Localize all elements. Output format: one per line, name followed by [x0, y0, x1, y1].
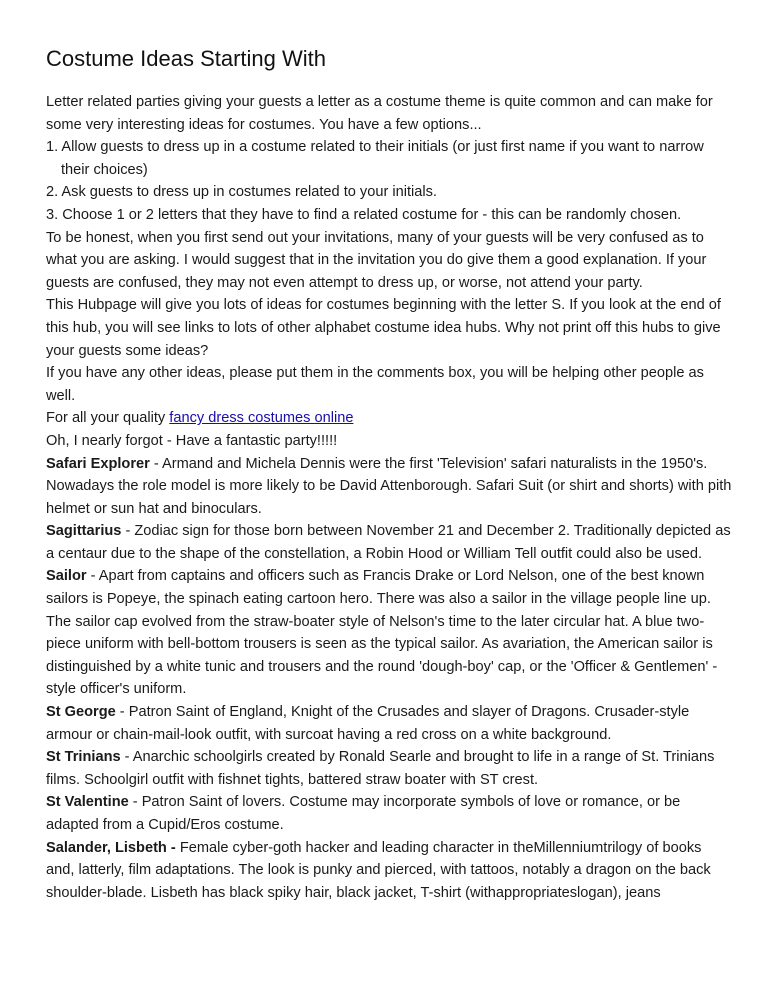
costume-entry	[46, 701, 732, 746]
costume-entry	[46, 837, 732, 905]
intro-paragraph: Letter related parties giving your guests a letter as a costume theme is quite common and can make for some very interesting ideas for costumes. You have a few options...	[46, 94, 713, 133]
entry-description: - Patron Saint of lovers. Costume may incorporate symbols of love or romance, or be adapted from a Cupid/Eros costume.	[46, 794, 681, 833]
entry-description: - Zodiac sign for those born between November 21 and December 2. Traditionally depicted as a centaur due to the shape of the constellation, a Robin Hood or William Tell outfit could also be used.	[46, 523, 731, 562]
entry-name: Salander, Lisbeth -	[46, 839, 176, 856]
entry-description: - Patron Saint of England, Knight of the Crusades and slayer of Dragons. Crusader-style armour or chain-mail-look outfit, with surcoat having a red cross on a white background.	[46, 704, 690, 743]
fancy-dress-costumes-link[interactable]: fancy dress costumes online	[169, 410, 354, 427]
costume-entry	[46, 520, 732, 565]
entry-name: Sailor	[46, 568, 87, 585]
body-paragraph: This Hubpage will give you lots of ideas for costumes beginning with the letter S. If you look at the end of this hub, you will see links to lots of other alphabet costume idea hubs. Why not print off this hubs to give your guests some ideas?	[46, 297, 721, 359]
body-paragraph: If you have any other ideas, please put them in the comments box, you will be helping other people as well.	[46, 365, 704, 404]
entry-name: St Trinians	[46, 749, 121, 766]
costume-entry	[46, 746, 732, 791]
entry-name: St George	[46, 704, 116, 721]
costume-entry	[46, 565, 732, 701]
costume-entry	[46, 791, 732, 836]
costumes-link-line	[46, 407, 732, 430]
link-prefix: For all your quality	[46, 410, 170, 427]
entry-description: - Armand and Michela Dennis were the first 'Television' safari naturalists in the 1950's. Nowadays the role model is more likely to be David Attenborough. Safari Suit (or shirt and shorts) with pith helmet or sun hat and binoculars.	[46, 455, 732, 517]
entry-name: St Valentine	[46, 794, 129, 811]
closing-line: Oh, I nearly forgot - Have a fantastic party!!!!!	[46, 432, 338, 449]
costume-entry	[46, 453, 732, 521]
option-item: 2. Ask guests to dress up in costumes related to your initials.	[46, 184, 437, 201]
entry-description: Female cyber-goth hacker and leading character in theMillenniumtrilogy of books and, latterly, film adaptations. The look is punky and pierced, with tattoos, notably a dragon on the back shoulder-blade. Lisbeth has black spiky hair, black jacket, T-shirt (withappropriateslogan), jeans	[46, 839, 711, 901]
entry-description: - Anarchic schoolgirls created by Ronald Searle and brought to life in a range of St. Trinians films. Schoolgirl outfit with fishnet tights, battered straw boater with ST crest.	[46, 749, 715, 788]
article-body	[46, 91, 732, 904]
entry-name: Sagittarius	[46, 523, 122, 540]
body-paragraph: To be honest, when you first send out your invitations, many of your guests will be very confused as to what you are asking. I would suggest that in the invitation you do give them a good explanation. If your guests are confused, they may not even attempt to dress up, or worse, not attend your party.	[46, 229, 707, 291]
entry-name: Safari Explorer	[46, 455, 150, 472]
option-item: 3. Choose 1 or 2 letters that they have to find a related costume for - this can be randomly chosen.	[46, 206, 682, 223]
page-title: Costume Ideas Starting With	[46, 46, 327, 71]
entry-description: - Apart from captains and officers such as Francis Drake or Lord Nelson, one of the best known sailors is Popeye, the spinach eating cartoon hero. There was also a sailor in the village people line up. The sailor cap evolved from the straw-boater style of Nelson's time to the later circular hat. A blue two-piece uniform with bell-bottom trousers is seen as the typical sailor. As avariation, the American sailor is distinguished by a white tunic and trousers and the round 'dough-boy' cap, or the 'Officer & Gentlemen' - style officer's uniform.	[46, 568, 718, 698]
option-item: 1. Allow guests to dress up in a costume related to their initials (or just first name if you want to narrow their choices)	[46, 139, 704, 178]
